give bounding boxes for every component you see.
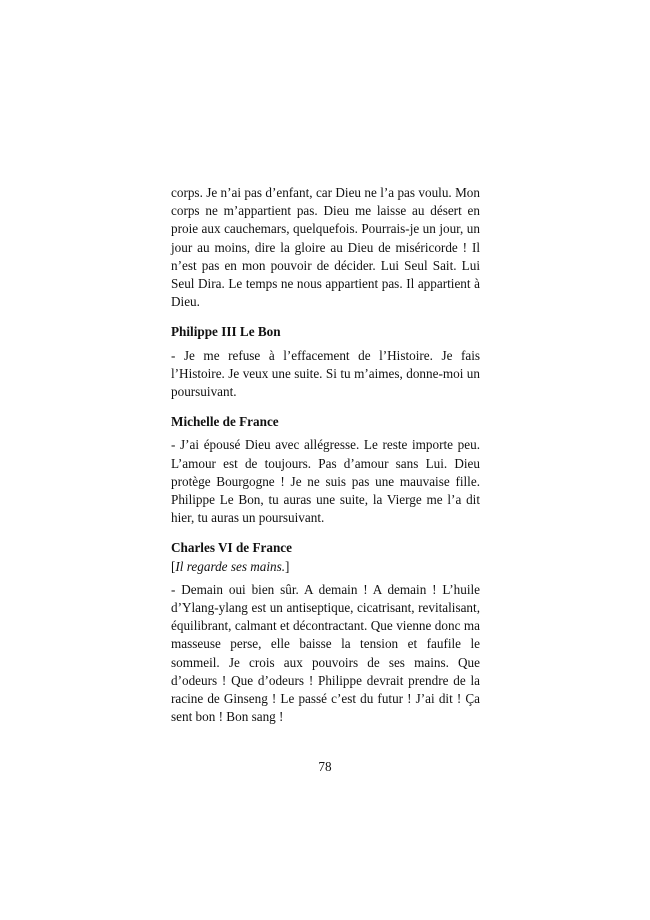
page-number: 78 (318, 759, 332, 774)
opening-paragraph: corps. Je n’ai pas d’enfant, car Dieu ne l’a pas voulu. Mon corps ne m’appartient pas. Dieu me laisse au désert en proie aux cauchemars, quelquefois. Pourrais-je un jour, un jour au moins, dire la gloire au Dieu de miséricorde ! Il n’est pas en mon pouvoir de décider. Lui Seul Sait. Lui Seul Dira. Le temps ne nous appartient pas. Il appartient à Dieu. (171, 185, 480, 310)
stage-bracket-open: [ (171, 558, 176, 574)
speech-text: - Demain oui bien sûr. A demain ! A demain ! L’huile d’Ylang-ylang est un antiseptique, cicatrisant, revitalisant, équilibrant, calmant et décontractant. Que vienne donc ma masseuse perse, elle baisse la tension et faufile le sommeil. Je crois aux pouvoirs de ses mains. Que d’odeurs ! Que d’odeurs ! Philippe devrait prendre de la racine de Ginseng ! Le passé c’est du futur ! J’ai dit ! Ça sent bon ! Bon sang ! (171, 581, 480, 725)
page-text-block (171, 184, 480, 726)
stage-direction (171, 558, 480, 576)
stage-bracket-close: ] (285, 558, 290, 574)
speaker-name: Charles VI de France (171, 540, 292, 556)
speaker-name: Philippe III Le Bon (171, 324, 281, 340)
speech-text: - Je me refuse à l’effacement de l’Histoire. Je fais l’Histoire. Je veux une suite. Si tu m’aimes, donne-moi un poursuivant. (171, 347, 480, 400)
speech-text: - J’ai épousé Dieu avec allégresse. Le reste importe peu. L’amour est de toujours. Pas d’amour sans Lui. Dieu protège Bourgogne ! Je ne suis pas une mauvaise fille. Philippe Le Bon, tu auras une suite, la Vierge me l’a dit hier, tu auras un poursuivant. (171, 437, 480, 526)
stage-direction-text: Il regarde ses mains. (175, 558, 286, 574)
speaker-name: Michelle de France (171, 414, 279, 430)
